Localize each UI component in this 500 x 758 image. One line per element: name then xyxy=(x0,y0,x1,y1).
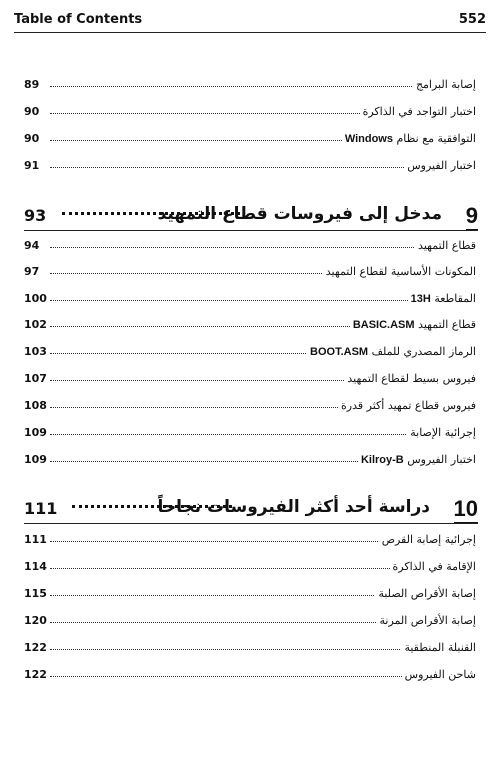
toc-page: 109 xyxy=(24,453,47,466)
toc-title: الرماز المصدري للملف BOOT.ASM xyxy=(307,343,476,361)
dot-leader xyxy=(50,247,476,248)
header-divider xyxy=(14,32,486,33)
toc-entry[interactable] xyxy=(24,103,476,121)
chapter-page: 93 xyxy=(24,206,47,225)
toc-page: 97 xyxy=(24,265,40,278)
chapter-number: 9 xyxy=(466,203,478,231)
toc-code: 13H xyxy=(410,293,431,305)
toc-page: 108 xyxy=(24,399,47,412)
toc-entry[interactable] xyxy=(24,531,476,549)
chapter-page: 111 xyxy=(24,499,58,518)
toc-entry[interactable] xyxy=(24,263,476,281)
toc-title: المقاطعة 13H xyxy=(408,290,476,308)
toc-page: 107 xyxy=(24,372,47,385)
running-head-title: Table of Contents xyxy=(14,12,143,27)
toc-page: 122 xyxy=(24,668,47,681)
toc-page: 94 xyxy=(24,239,40,252)
toc-code: BASIC.ASM xyxy=(352,319,415,331)
toc-title: إجرائية الإصابة xyxy=(407,424,476,442)
toc-page: 114 xyxy=(24,560,47,573)
toc-entry[interactable] xyxy=(24,666,476,684)
toc-title: إصابة الأقراص الصلبة xyxy=(375,585,476,603)
toc-title: التوافقية مع نظام Windows xyxy=(342,130,476,148)
chapter-title: دراسة أحد أكثر الفيروسات نجاحاً xyxy=(157,497,430,517)
toc-entry[interactable] xyxy=(24,290,476,308)
toc-code: Kilroy-B xyxy=(360,454,404,466)
toc-title: الإقامة في الذاكرة xyxy=(390,558,476,576)
toc-title: شاحن الفيروس xyxy=(402,666,476,684)
toc-page: 91 xyxy=(24,159,40,172)
toc-title: اختبار الفيروس Kilroy-B xyxy=(358,451,476,469)
toc-entry[interactable] xyxy=(24,451,476,469)
page-header xyxy=(14,0,486,34)
toc-page: 90 xyxy=(24,132,40,145)
toc-title: إجرائية إصابة القرص xyxy=(379,531,476,549)
toc-page: 115 xyxy=(24,587,47,600)
toc-title: اختبار الفيروس xyxy=(404,157,476,175)
toc-page: 120 xyxy=(24,614,47,627)
toc-page: 89 xyxy=(24,78,40,91)
toc-page: 111 xyxy=(24,533,47,546)
toc-entry[interactable] xyxy=(24,76,476,94)
chapter-number: 10 xyxy=(454,496,478,524)
toc-title: قطاع التمهيد xyxy=(415,237,476,255)
toc-entry[interactable] xyxy=(24,237,476,255)
toc-title: فيروس بسيط لقطاع التمهيد xyxy=(344,370,476,388)
toc-entry[interactable] xyxy=(24,585,476,603)
toc-title: اختبار التواجد في الذاكرة xyxy=(360,103,476,121)
chapter-divider xyxy=(24,523,478,524)
toc-title: القنبلة المنطقية xyxy=(401,639,476,657)
chapter-title: مدخل إلى فيروسات قطاع التمهيد xyxy=(157,204,442,224)
toc-entry[interactable] xyxy=(24,424,476,442)
chapter-divider xyxy=(24,230,478,231)
toc-title: المكونات الأساسية لقطاع التمهيد xyxy=(323,263,476,281)
toc-entry[interactable] xyxy=(24,639,476,657)
toc-entry[interactable] xyxy=(24,157,476,175)
toc-title: إصابة الأقراص المرنة xyxy=(376,612,476,630)
toc-page: 100 xyxy=(24,292,47,305)
toc-page: 122 xyxy=(24,641,47,654)
toc-entry[interactable] xyxy=(24,130,476,148)
toc-code: BOOT.ASM xyxy=(310,346,369,358)
toc-title: إصابة البرامج xyxy=(413,76,476,94)
toc-page: 103 xyxy=(24,345,47,358)
toc-page: 102 xyxy=(24,318,47,331)
toc-entry[interactable] xyxy=(24,370,476,388)
toc-page: 90 xyxy=(24,105,40,118)
toc-page: 109 xyxy=(24,426,47,439)
toc-entry[interactable] xyxy=(24,558,476,576)
toc-entry[interactable] xyxy=(24,397,476,415)
toc-title: فيروس قطاع تمهيد أكثر قدرة xyxy=(338,397,476,415)
toc-entry[interactable] xyxy=(24,343,476,361)
page-number: 552 xyxy=(458,12,486,27)
toc-code: Windows xyxy=(344,133,393,145)
toc-entry[interactable] xyxy=(24,612,476,630)
toc-title: قطاع التمهيد BASIC.ASM xyxy=(350,316,476,334)
toc-entry[interactable] xyxy=(24,316,476,334)
